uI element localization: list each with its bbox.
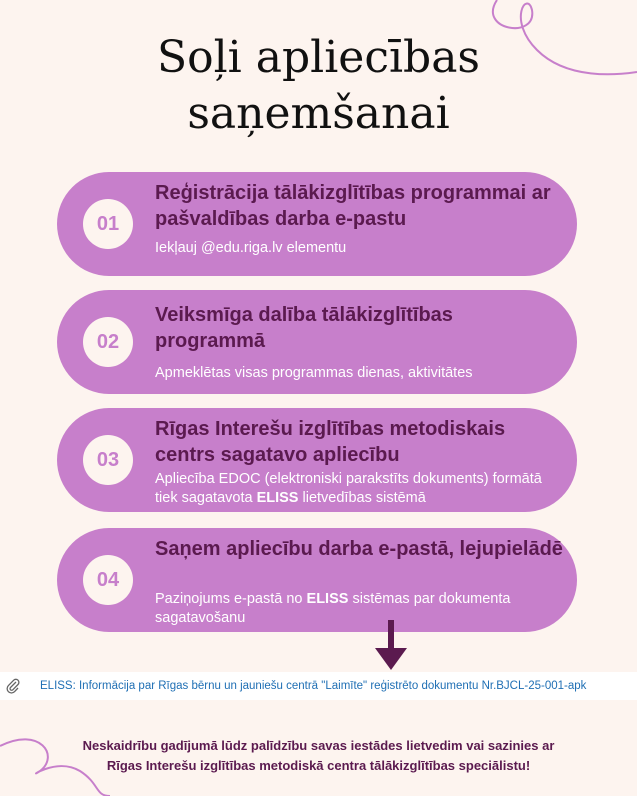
desc-text: lietvedības sistēmā [298,490,426,506]
arrow-down-icon [375,620,407,672]
desc-bold: ELISS [256,490,299,506]
footer-note [0,736,637,776]
email-subject-link[interactable]: ELISS: Informācija par Rīgas bērnu un jauniešu centrā "Laimīte" reģistrēto dokumentu Nr.BJCL-25-001-apk [40,680,587,692]
paperclip-icon [6,678,20,694]
step-number-badge: 04 [83,555,133,605]
step-description: Iekļauj @edu.riga.lv elementu [155,240,347,256]
desc-text: Apliecība EDOC (elektroniski parakstīts dokuments) formātā tiek sagatavota [155,471,542,506]
footer-line-1: Neskaidrību gadījumā lūdz palīdzību savas iestādes lietvedim vai sazinies ar [82,738,555,753]
desc-text: Paziņojums e-pastā no [155,591,307,607]
step-1 [57,172,577,276]
step-number-badge: 01 [83,199,133,249]
title-line-2: saņemšanai [187,88,450,139]
step-2 [57,290,577,394]
step-number-badge: 03 [83,435,133,485]
step-title: Reģistrācija tālākizglītības programmai ar pašvaldības darba e-pastu [155,182,551,230]
step-4 [57,528,577,632]
page-title [0,30,637,142]
title-line-1: Soļi apliecības [156,32,481,83]
desc-text: sistēmas par dokumenta sagatavošanu [155,591,511,626]
footer-line-2: Rīgas Interešu izglītības metodiskā centra tālākizglītības speciālistu! [106,758,531,773]
desc-bold: ELISS [306,591,349,607]
step-title: Rīgas Interešu izglītības metodiskais centrs sagatavo apliecību [155,418,506,466]
step-description [155,470,560,508]
step-description: Apmeklētas visas programmas dienas, aktivitātes [155,365,473,381]
step-title: Veiksmīga dalība tālākizglītības programmā [155,304,453,352]
email-subject-bar[interactable] [0,672,637,700]
step-title: Saņem apliecību darba e-pastā, lejupielādē [155,538,563,560]
step-3 [57,408,577,512]
step-number-badge: 02 [83,317,133,367]
step-description [155,590,560,628]
